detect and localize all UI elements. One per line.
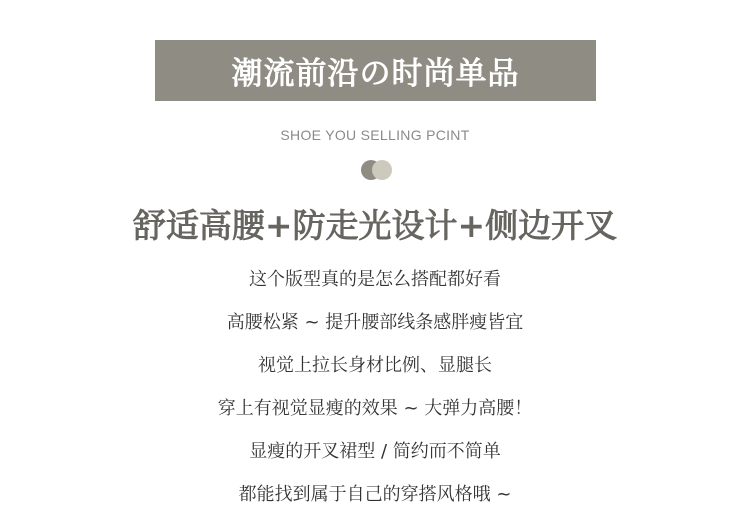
description-line: 穿上有视觉显瘦的效果 ~ 大弹力高腰！ — [217, 398, 533, 419]
description-line: 这个版型真的是怎么搭配都好看 — [249, 269, 501, 290]
english-subtitle: SHOE YOU SELLING PCINT — [280, 127, 470, 143]
description-line: 都能找到属于自己的穿搭风格哦 ~ — [238, 484, 512, 505]
description-line: 显瘦的开叉裙型 / 简约而不简单 — [249, 441, 501, 462]
decorative-dots — [361, 160, 393, 180]
description-list — [0, 266, 750, 524]
feature-headline: 舒适高腰+防走光设计+侧边开叉 — [132, 206, 618, 245]
light-dot-icon — [372, 160, 392, 180]
description-line: 高腰松紧 ~ 提升腰部线条感胖瘦皆宜 — [226, 312, 524, 333]
description-line: 视觉上拉长身材比例、显腿长 — [258, 355, 492, 376]
banner-title: 潮流前沿の时尚单品 — [231, 56, 520, 92]
title-banner — [155, 40, 596, 101]
